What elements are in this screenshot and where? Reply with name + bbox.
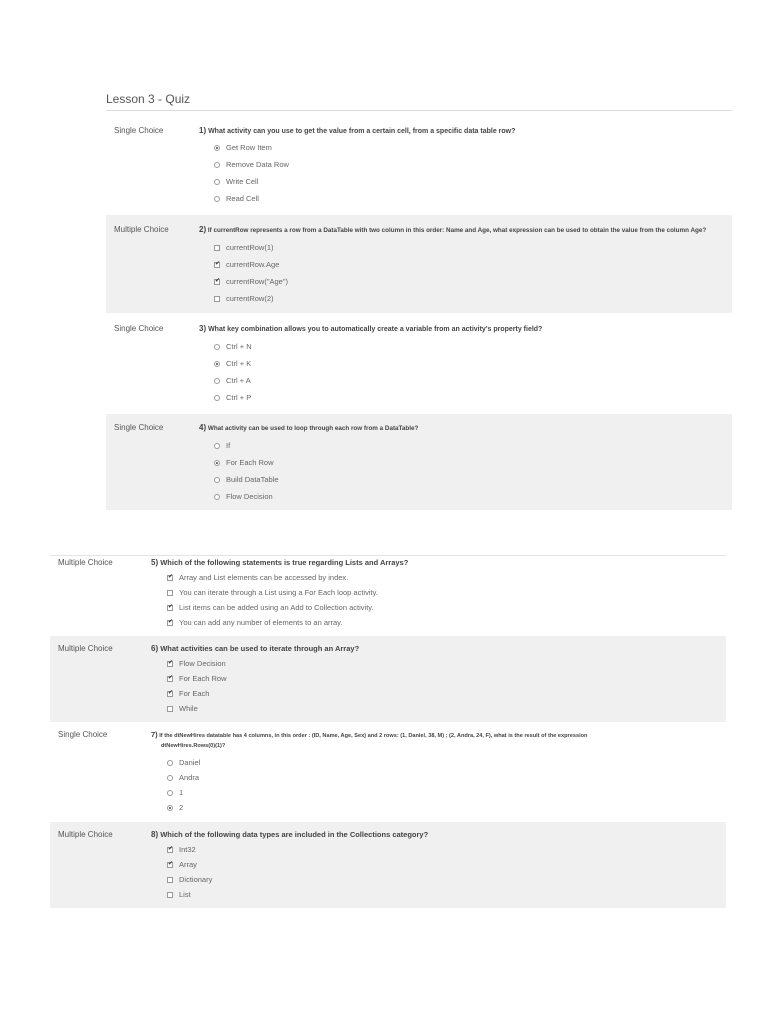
- checkbox-checked-icon[interactable]: [167, 676, 173, 682]
- question-text: 7) If the dtNewHires datatable has 4 columns, in this order : (ID, Name, Age, Sex) and 2 rows: (1, Daniel, 38, M) ; (2, Andra, 24, F), what is the result of the expression: [151, 730, 588, 739]
- checkbox-checked-icon[interactable]: [214, 279, 220, 285]
- option-1[interactable]: Daniel: [167, 758, 200, 767]
- page-title: Lesson 3 - Quiz: [106, 92, 191, 106]
- question-6: [50, 636, 726, 722]
- question-type: Multiple Choice: [58, 830, 113, 839]
- radio-icon[interactable]: [214, 179, 220, 185]
- radio-icon[interactable]: [214, 395, 220, 401]
- question-type: Multiple Choice: [114, 225, 169, 234]
- checkbox-icon[interactable]: [167, 877, 173, 883]
- question-text: 1) What activity can you use to get the value from a certain cell, from a specific data table row?: [199, 126, 516, 135]
- question-2: [106, 215, 732, 313]
- option-3[interactable]: Build DataTable: [214, 475, 279, 484]
- question-type: Multiple Choice: [58, 558, 113, 567]
- checkbox-icon[interactable]: [214, 245, 220, 251]
- checkbox-icon[interactable]: [167, 706, 173, 712]
- option-3[interactable]: ✔ currentRow("Age"): [214, 277, 288, 286]
- option-3[interactable]: ✔ For Each: [167, 689, 209, 698]
- option-2[interactable]: Ctrl + K: [214, 359, 251, 368]
- question-7: [50, 724, 726, 820]
- question-4: [106, 414, 732, 510]
- option-2[interactable]: For Each Row: [214, 458, 274, 467]
- option-4[interactable]: While: [167, 704, 198, 713]
- option-3[interactable]: Write Cell: [214, 177, 258, 186]
- option-3[interactable]: Ctrl + A: [214, 376, 251, 385]
- radio-selected-icon[interactable]: [214, 145, 220, 151]
- option-4[interactable]: List: [167, 890, 191, 899]
- question-text: 2) If currentRow represents a row from a DataTable with two column in this order: Name and Age, what expression can be used to obtain the value from the column Age?: [199, 225, 707, 234]
- radio-selected-icon[interactable]: [214, 361, 220, 367]
- radio-icon[interactable]: [214, 378, 220, 384]
- radio-icon[interactable]: [167, 760, 173, 766]
- option-2[interactable]: ✔ Array: [167, 860, 197, 869]
- option-1[interactable]: ✔ Array and List elements can be accessed by index.: [167, 573, 348, 582]
- option-2[interactable]: You can iterate through a List using a For Each loop activity.: [167, 588, 378, 597]
- option-1[interactable]: ✔ Flow Decision: [167, 659, 226, 668]
- option-1[interactable]: If: [214, 441, 230, 450]
- option-1[interactable]: Get Row Item: [214, 143, 272, 152]
- radio-icon[interactable]: [214, 344, 220, 350]
- option-4[interactable]: ✔ You can add any number of elements to an array.: [167, 618, 342, 627]
- option-2[interactable]: Andra: [167, 773, 199, 782]
- option-2[interactable]: ✔ currentRow.Age: [214, 260, 279, 269]
- option-2[interactable]: ✔ For Each Row: [167, 674, 227, 683]
- radio-icon[interactable]: [214, 196, 220, 202]
- checkbox-checked-icon[interactable]: [214, 262, 220, 268]
- option-3[interactable]: ✔ List items can be added using an Add to Collection activity.: [167, 603, 374, 612]
- question-type: Multiple Choice: [58, 644, 113, 653]
- question-text: 4) What activity can be used to loop through each row from a DataTable?: [199, 423, 419, 432]
- option-3[interactable]: 1: [167, 788, 183, 797]
- option-4[interactable]: Flow Decision: [214, 492, 273, 501]
- checkbox-checked-icon[interactable]: [167, 575, 173, 581]
- question-3: [106, 315, 732, 411]
- option-4[interactable]: Ctrl + P: [214, 393, 251, 402]
- option-4[interactable]: 2: [167, 803, 183, 812]
- checkbox-checked-icon[interactable]: [167, 847, 173, 853]
- question-text: 6) What activities can be used to iterate through an Array?: [151, 644, 360, 653]
- checkbox-checked-icon[interactable]: [167, 605, 173, 611]
- option-3[interactable]: Dictionary: [167, 875, 212, 884]
- question-type: Single Choice: [114, 126, 164, 135]
- question-text: 3) What key combination allows you to automatically create a variable from an activity's property field?: [199, 324, 543, 333]
- question-text: 5) Which of the following statements is true regarding Lists and Arrays?: [151, 558, 409, 567]
- question-type: Single Choice: [58, 730, 108, 739]
- radio-selected-icon[interactable]: [167, 805, 173, 811]
- radio-icon[interactable]: [167, 775, 173, 781]
- radio-selected-icon[interactable]: [214, 460, 220, 466]
- radio-icon[interactable]: [214, 494, 220, 500]
- option-1[interactable]: currentRow(1): [214, 243, 274, 252]
- checkbox-checked-icon[interactable]: [167, 620, 173, 626]
- checkbox-icon[interactable]: [167, 892, 173, 898]
- radio-icon[interactable]: [214, 443, 220, 449]
- radio-icon[interactable]: [214, 162, 220, 168]
- option-1[interactable]: Ctrl + N: [214, 342, 252, 351]
- question-8: [50, 822, 726, 908]
- question-text: 8) Which of the following data types are included in the Collections category?: [151, 830, 429, 839]
- question-5: [50, 556, 726, 634]
- checkbox-checked-icon[interactable]: [167, 661, 173, 667]
- option-2[interactable]: Remove Data Row: [214, 160, 289, 169]
- option-4[interactable]: currentRow(2): [214, 294, 274, 303]
- question-1: [106, 117, 732, 213]
- checkbox-checked-icon[interactable]: [167, 691, 173, 697]
- option-1[interactable]: ✔ Int32: [167, 845, 196, 854]
- question-type: Single Choice: [114, 324, 164, 333]
- radio-icon[interactable]: [214, 477, 220, 483]
- radio-icon[interactable]: [167, 790, 173, 796]
- question-text-continued: dtNewHires.Rows(0)(1)?: [161, 743, 226, 749]
- checkbox-icon[interactable]: [167, 590, 173, 596]
- option-4[interactable]: Read Cell: [214, 194, 259, 203]
- question-type: Single Choice: [114, 423, 164, 432]
- title-divider: [106, 110, 732, 111]
- checkbox-icon[interactable]: [214, 296, 220, 302]
- checkbox-checked-icon[interactable]: [167, 862, 173, 868]
